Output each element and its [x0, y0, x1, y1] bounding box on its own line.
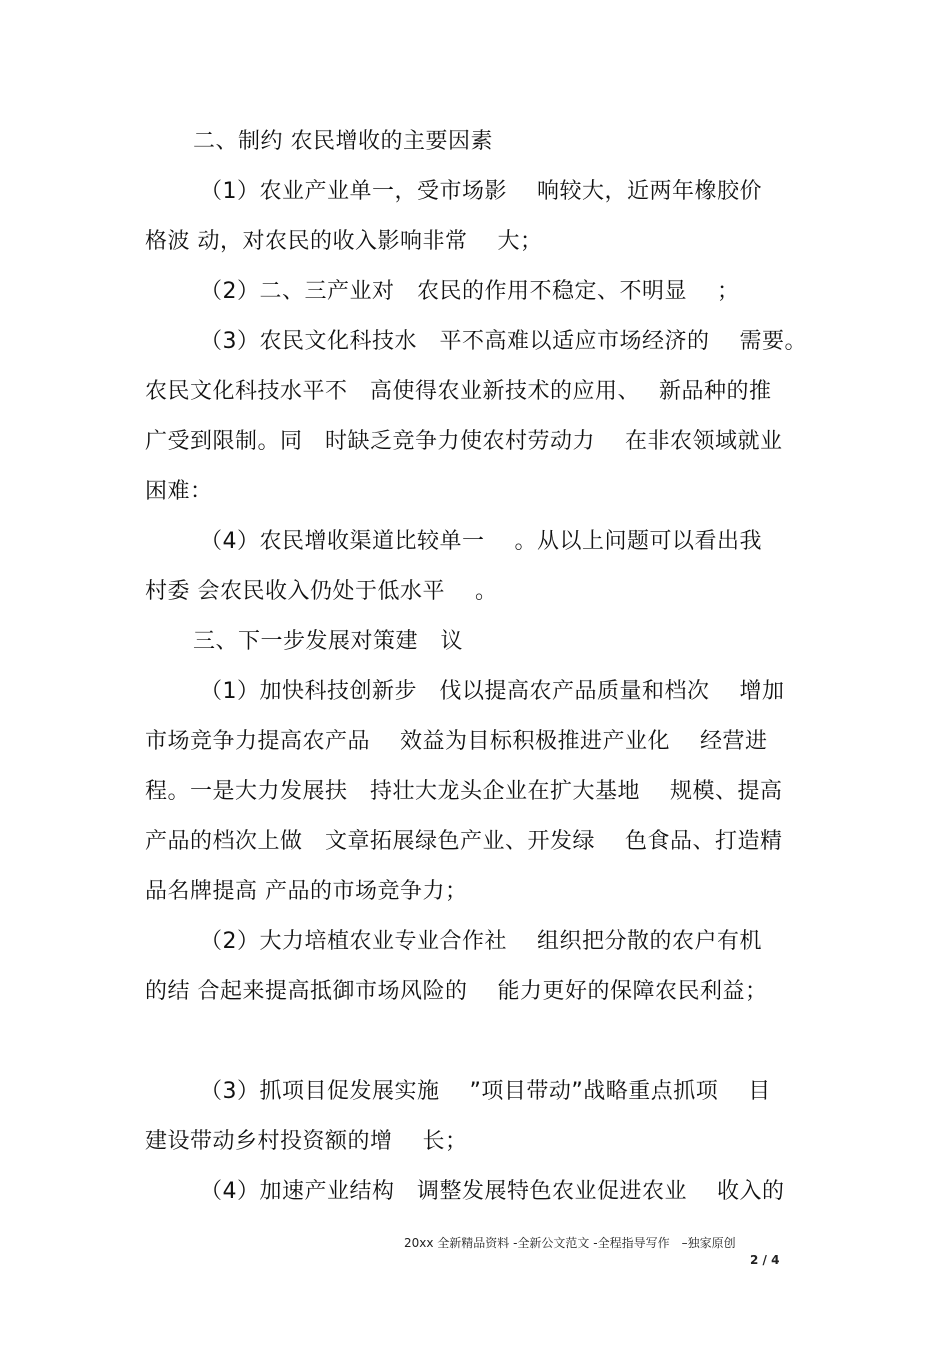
paragraph-line: （4）农民增收渠道比较单一 。从以上问题可以看出我	[200, 529, 762, 554]
paragraph-line: （4）加速产业结构 调整发展特色农业促进农业 收入的	[200, 1179, 785, 1204]
section-heading-3: 三、下一步发展对策建 议	[193, 629, 464, 654]
paragraph-line: 农民文化科技水平不 高使得农业新技术的应用、 新品种的推	[145, 379, 772, 404]
paragraph-line: （1）加快科技创新步 伐以提高农产品质量和档次 增加	[200, 679, 785, 704]
paragraph-line: 广受到限制。同 时缺乏竞争力使农村劳动力 在非农领域就业	[145, 429, 783, 454]
paragraph-line: 程。一是大力发展扶 持壮大龙头企业在扩大基地 规模、提高	[145, 779, 783, 804]
section-heading-2: 二、制约 农民增收的主要因素	[193, 129, 493, 154]
paragraph-line: 市场竞争力提高农产品 效益为目标积极推进产业化 经营进	[145, 729, 768, 754]
paragraph-line: 格波 动，对农民的收入影响非常 大；	[145, 229, 543, 254]
paragraph-line: 的结 合起来提高抵御市场风险的 能力更好的保障农民利益；	[145, 979, 768, 1004]
paragraph-line: 困难：	[145, 479, 213, 504]
paragraph-line: （1）农业产业单一，受市场影 响较大，近两年橡胶价	[200, 179, 762, 204]
paragraph-line: （3）抓项目促发展实施 ”项目带动”战略重点抓项 目	[200, 1079, 771, 1104]
paragraph-line: 产品的档次上做 文章拓展绿色产业、开发绿 色食品、打造精	[145, 829, 783, 854]
paragraph-line: （3）农民文化科技水 平不高难以适应市场经济的 需要。	[200, 329, 807, 354]
paragraph-line: 品名牌提高 产品的市场竞争力；	[145, 879, 468, 904]
paragraph-line: （2）二、三产业对 农民的作用不稳定、不明显 ；	[200, 279, 740, 304]
paragraph-line: 建设带动乡村投资额的增 长；	[145, 1129, 468, 1154]
page-footer: 20xx 全新精品资料 -全新公文范文 -全程指导写作 –独家原创	[404, 1236, 736, 1250]
paragraph-line: 村委 会农民收入仍处于低水平 。	[145, 579, 498, 604]
paragraph-line: （2）大力培植农业专业合作社 组织把分散的农户有机	[200, 929, 762, 954]
page-number: 2 / 4	[750, 1253, 780, 1267]
